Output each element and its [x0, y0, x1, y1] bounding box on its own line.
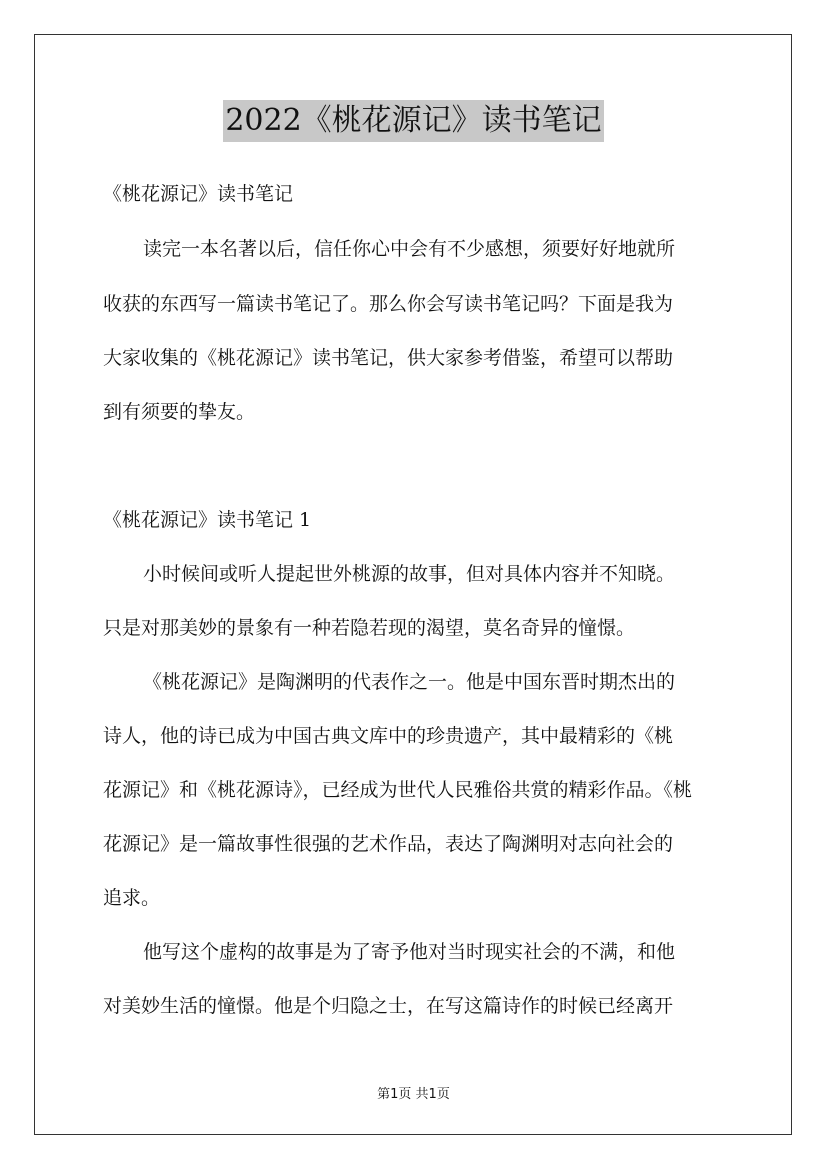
title-container [0, 100, 827, 142]
intro-line: 大家收集的《桃花源记》读书笔记，供大家参考借鉴，希望可以帮助 [103, 347, 674, 369]
section-heading: 《桃花源记》读书笔记 1 [103, 509, 312, 531]
document-title: 2022《桃花源记》读书笔记 [223, 100, 603, 142]
page-footer: 第1页 共1页 [377, 1087, 450, 1102]
paragraph-line: 只是对那美妙的景象有一种若隐若现的渴望，莫名奇异的憧憬。 [103, 617, 636, 639]
paragraph-line: 追求。 [103, 887, 161, 909]
paragraph-line: 他写这个虚构的故事是为了寄予他对当时现实社会的不满，和他 [143, 941, 676, 963]
paragraph-line: 小时候间或听人提起世外桃源的故事，但对具体内容并不知晓。 [143, 563, 676, 585]
paragraph-line: 《桃花源记》是陶渊明的代表作之一。他是中国东晋时期杰出的 [143, 671, 676, 693]
intro-line: 收获的东西写一篇读书笔记了。那么你会写读书笔记吗？下面是我为 [103, 293, 674, 315]
paragraph-line: 诗人，他的诗已成为中国古典文库中的珍贵遗产，其中最精彩的《桃 [103, 725, 674, 747]
paragraph-line: 花源记》和《桃花源诗》，已经成为世代人民雅俗共赏的精彩作品。《桃 [103, 779, 693, 801]
intro-line: 读完一本名著以后，信任你心中会有不少感想，须要好好地就所 [143, 238, 676, 260]
paragraph-line: 花源记》是一篇故事性很强的艺术作品，表达了陶渊明对志向社会的 [103, 833, 674, 855]
intro-line: 到有须要的挚友。 [103, 401, 256, 423]
paragraph-line: 对美妙生活的憧憬。他是个归隐之士，在写这篇诗作的时候已经离开 [103, 995, 674, 1017]
intro-heading: 《桃花源记》读书笔记 [103, 183, 294, 205]
